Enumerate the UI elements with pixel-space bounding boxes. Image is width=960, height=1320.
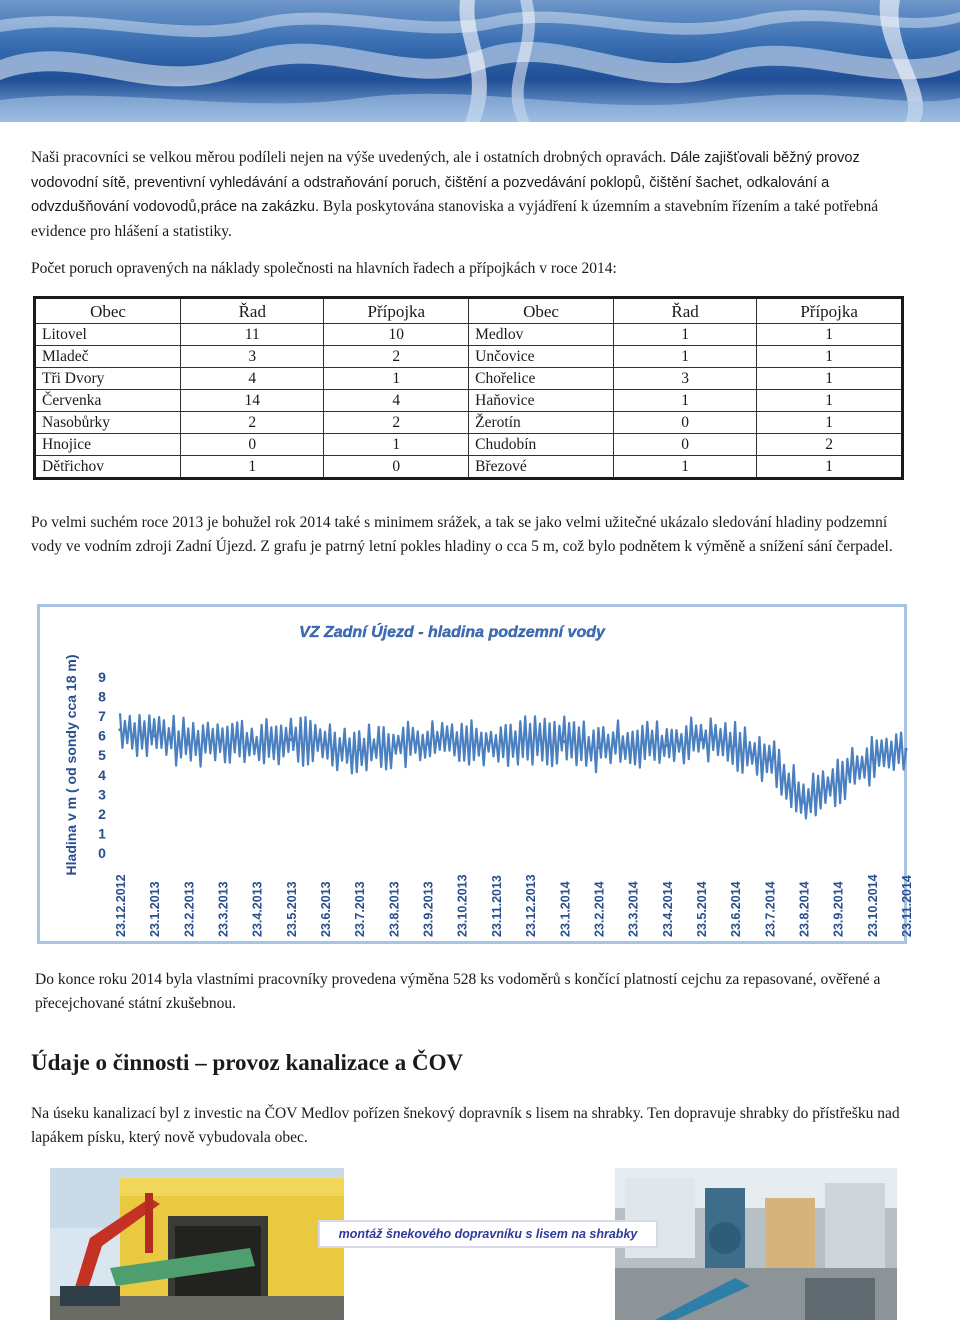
data-point — [358, 748, 361, 751]
meters-paragraph: Do konce roku 2014 byla vlastními pracovníky provedena výměna 528 ks vodoměrů s končící platností cejchu za repasované, ověřené a přecejchované státní zkušebnou. — [35, 971, 881, 1012]
cell-rad: 4 — [181, 368, 324, 390]
x-tick-label: 23.2.2014 — [592, 881, 607, 937]
x-tick-label: 23.4.2013 — [250, 881, 265, 937]
cell-rad: 2 — [181, 412, 324, 434]
data-point — [289, 738, 292, 741]
cell-pripojka: 2 — [324, 346, 469, 368]
repairs-table — [33, 296, 904, 480]
intro-text-sans: Dále zajišťovali běžný provoz vodovodní sítě, preventivní vyhledávání a odstraňování poruch, čištění a pozvedávání poklopů, čištění šachet, odkalování a odvzdušňování vodovodů,práce na zakázku. — [31, 150, 860, 215]
cell-pripojka-2: 2 — [757, 434, 903, 456]
y-tick-label: 6 — [98, 727, 106, 744]
y-tick-label: 4 — [98, 766, 106, 783]
x-tick-label: 23.4.2014 — [660, 881, 675, 937]
x-tick-label: 23.6.2013 — [319, 881, 334, 937]
data-point — [221, 736, 224, 739]
cell-pripojka: 1 — [324, 434, 469, 456]
table-header-row — [35, 298, 903, 324]
data-point — [631, 742, 634, 745]
data-point — [460, 738, 463, 741]
header-pripojka-2: Přípojka — [757, 298, 903, 324]
data-point — [563, 740, 566, 743]
cell-pripojka-2: 1 — [757, 390, 903, 412]
data-point — [118, 728, 121, 731]
intro-text-serif-2: Byla poskytována stanoviska a vyjádření k územním a stavebním řízením a také potřebná evidence pro hlášení a statistiky. — [31, 198, 879, 240]
table-row — [35, 390, 903, 412]
y-tick-label: 9 — [98, 669, 106, 685]
cell-pripojka: 4 — [324, 390, 469, 412]
cell-obec: Nasobůrky — [35, 412, 181, 434]
x-tick-label: 23.12.2013 — [524, 874, 539, 937]
cell-rad: 11 — [181, 324, 324, 346]
cell-obec-2: Chořelice — [469, 368, 614, 390]
cell-pripojka: 0 — [324, 456, 469, 479]
cell-obec: Tři Dvory — [35, 368, 181, 390]
x-tick-label: 23.8.2014 — [797, 881, 812, 937]
cell-obec: Červenka — [35, 390, 181, 412]
header-obec-2: Obec — [469, 298, 614, 324]
x-tick-label: 23.10.2014 — [865, 874, 880, 937]
table-row — [35, 346, 903, 368]
chart-svg — [40, 607, 914, 941]
table-row — [35, 456, 903, 479]
data-point — [734, 744, 737, 747]
data-point — [597, 746, 600, 749]
table-intro-text: Počet poruch opravených na náklady společnosti na hlavních řadech a přípojkách v roce 2014: — [31, 260, 617, 277]
table-row — [35, 368, 903, 390]
photo-building-crane-image — [50, 1168, 344, 1320]
table-row — [35, 324, 903, 346]
y-tick-label: 0 — [98, 845, 106, 861]
section-paragraph: Na úseku kanalizací byl z investic na ČOV Medlov pořízen šnekový dopravník s lisem na shrabky. Ten dopravuje shrabky do přístřešku nad lapákem písku, který nově vybudovala obec. — [31, 1105, 900, 1146]
x-tick-label: 23.7.2013 — [353, 881, 368, 937]
y-tick-label: 1 — [98, 825, 106, 842]
cell-obec-2: Žerotín — [469, 412, 614, 434]
cell-rad-2: 1 — [613, 324, 756, 346]
cell-obec-2: Chudobín — [469, 434, 614, 456]
data-point — [768, 758, 771, 761]
cell-rad-2: 1 — [613, 390, 756, 412]
cell-obec: Litovel — [35, 324, 181, 346]
photo-building-crane — [50, 1168, 344, 1320]
x-tick-label: 23.5.2014 — [694, 881, 709, 937]
series-line-hladina — [120, 713, 906, 818]
y-tick-label: 2 — [98, 805, 106, 822]
x-tick-label: 23.3.2013 — [216, 881, 231, 937]
x-tick-label: 23.1.2014 — [558, 881, 573, 937]
x-axis-ticks — [114, 874, 914, 937]
table-row — [35, 434, 903, 456]
cell-rad: 14 — [181, 390, 324, 412]
x-tick-label: 23.3.2014 — [626, 881, 641, 937]
x-tick-label: 23.11.2013 — [489, 875, 504, 937]
table-row — [35, 412, 903, 434]
data-point — [426, 742, 429, 745]
groundwater-chart — [37, 604, 914, 944]
header-pripojka: Přípojka — [324, 298, 469, 324]
cell-rad-2: 1 — [613, 346, 756, 368]
photo-caption: montáž šnekového dopravníku s lisem na shrabky — [318, 1220, 658, 1248]
cell-pripojka: 2 — [324, 412, 469, 434]
data-point — [870, 758, 873, 761]
cell-obec-2: Březové — [469, 456, 614, 479]
cell-pripojka-2: 1 — [757, 324, 903, 346]
data-point — [528, 738, 531, 741]
intro-text-serif: Naši pracovníci se velkou měrou podíleli nejen na výše uvedených, ale i ostatních drobných opravách. — [31, 149, 667, 166]
x-tick-label: 23.2.2013 — [182, 881, 197, 937]
cell-obec: Hnojice — [35, 434, 181, 456]
y-tick-label: 7 — [98, 708, 106, 725]
data-point — [699, 738, 702, 741]
cell-obec-2: Unčovice — [469, 346, 614, 368]
data-point — [494, 742, 497, 745]
x-tick-label: 23.10.2013 — [455, 874, 470, 937]
cell-obec: Mladeč — [35, 346, 181, 368]
x-tick-label: 23.9.2014 — [831, 881, 846, 937]
x-tick-label: 23.7.2014 — [763, 881, 778, 937]
chart-title: VZ Zadní Újezd - hladina podzemní vody — [299, 624, 605, 641]
x-tick-label: 23.1.2013 — [148, 881, 163, 937]
header-rad-2: Řad — [613, 298, 756, 324]
data-point — [665, 744, 668, 747]
cell-pripojka: 10 — [324, 324, 469, 346]
cell-rad-2: 0 — [613, 412, 756, 434]
x-tick-label: 23.5.2013 — [284, 881, 299, 937]
cell-rad-2: 0 — [613, 434, 756, 456]
y-tick-label: 5 — [98, 747, 106, 764]
cell-rad: 0 — [181, 434, 324, 456]
data-point — [323, 742, 326, 745]
cell-obec: Dětřichov — [35, 456, 181, 479]
cell-obec-2: Medlov — [469, 324, 614, 346]
intro-paragraph — [31, 146, 911, 243]
cell-pripojka: 1 — [324, 368, 469, 390]
header-obec: Obec — [35, 298, 181, 324]
data-point — [836, 779, 839, 782]
y-axis-ticks — [98, 669, 106, 861]
water-texture-image — [0, 0, 960, 122]
x-tick-label: 23.11.2014 — [900, 875, 914, 937]
cell-pripojka-2: 1 — [757, 368, 903, 390]
data-point — [153, 734, 156, 737]
data-point — [187, 742, 190, 745]
x-tick-label: 23.6.2014 — [729, 881, 744, 937]
groundwater-paragraph: Po velmi suchém roce 2013 je bohužel rok 2014 také s minimem srážek, a tak se jako velmi užitečné ukázalo sledování hladiny podzemní vody ve vodním zdroji Zadní Újezd. Z grafu je patrný letní pokles hladiny o cca 5 m, což bylo podnětem k výměně a snížení sání čerpadel. — [31, 514, 893, 555]
x-tick-label: 23.8.2013 — [387, 881, 402, 937]
section-heading: Údaje o činnosti – provoz kanalizace a ČOV — [31, 1050, 464, 1075]
cell-rad: 1 — [181, 456, 324, 479]
header-water-banner — [0, 0, 960, 122]
cell-pripojka-2: 1 — [757, 412, 903, 434]
x-tick-label: 23.9.2013 — [421, 881, 436, 937]
data-point — [904, 748, 907, 751]
y-tick-label: 3 — [98, 786, 106, 803]
x-tick-label: 23.12.2012 — [114, 874, 128, 937]
cell-rad: 3 — [181, 346, 324, 368]
data-point — [392, 744, 395, 747]
header-rad: Řad — [181, 298, 324, 324]
cell-rad-2: 1 — [613, 456, 756, 479]
data-point — [802, 801, 805, 804]
cell-rad-2: 3 — [613, 368, 756, 390]
cell-obec-2: Haňovice — [469, 390, 614, 412]
y-tick-label: 8 — [98, 688, 106, 705]
cell-pripojka-2: 1 — [757, 456, 903, 479]
chart-y-axis-label: Hladina v m ( od sondy cca 18 m) — [63, 654, 79, 876]
data-point — [255, 744, 258, 747]
cell-pripojka-2: 1 — [757, 346, 903, 368]
